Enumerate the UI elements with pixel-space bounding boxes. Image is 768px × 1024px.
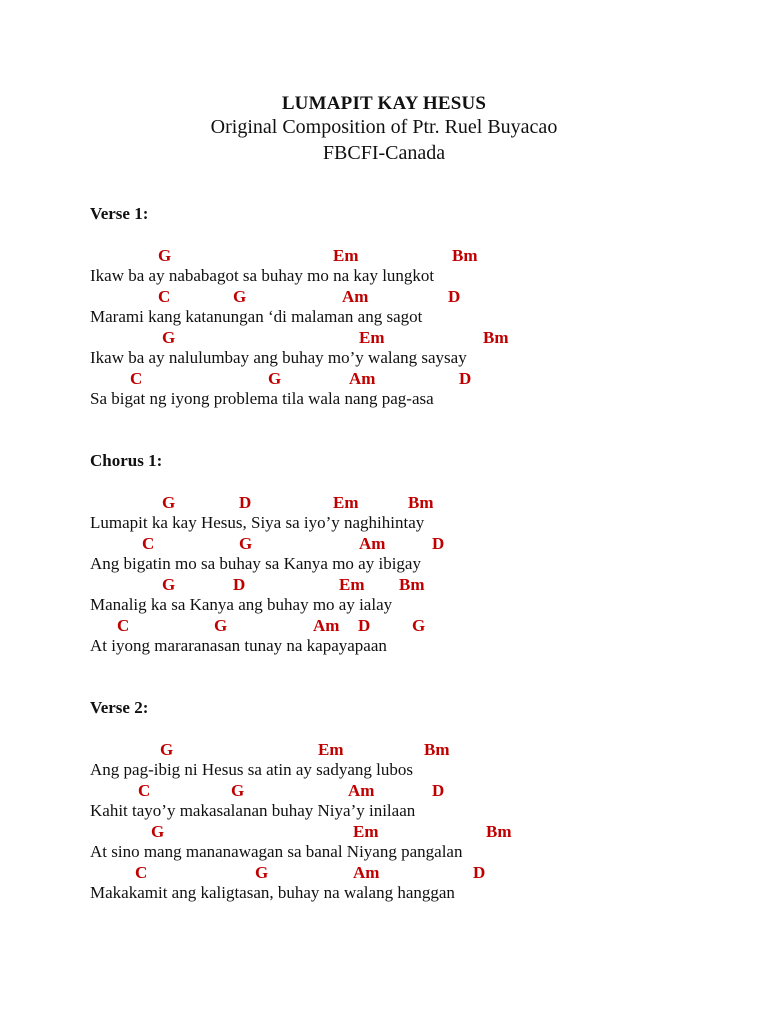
lyric-line: Ang bigatin mo sa buhay sa Kanya mo ay ibigay — [90, 554, 421, 573]
chord: D — [239, 493, 252, 512]
chord: Am — [353, 863, 380, 882]
chord: Am — [349, 369, 376, 388]
chord: G — [162, 328, 176, 347]
lyric-line: Ikaw ba ay nalulumbay ang buhay mo’y walang saysay — [90, 348, 467, 367]
chord: Em — [318, 740, 344, 759]
chord: Em — [339, 575, 365, 594]
chord: C — [138, 781, 151, 800]
chord: Bm — [452, 246, 478, 265]
chord: C — [158, 287, 171, 306]
lyric-line: Ikaw ba ay nababagot sa buhay mo na kay lungkot — [90, 266, 435, 285]
chord: D — [358, 616, 371, 635]
chord: D — [432, 781, 445, 800]
chord: G — [151, 822, 165, 841]
chord: D — [473, 863, 486, 882]
chord: G — [255, 863, 269, 882]
chord: Am — [359, 534, 386, 553]
chord: D — [233, 575, 246, 594]
chord: Bm — [408, 493, 434, 512]
lyric-line: Ang pag-ibig ni Hesus sa atin ay sadyang lubos — [90, 760, 413, 779]
section-heading-chorus-1: Chorus 1: — [90, 451, 163, 470]
lyric-line: Manalig ka sa Kanya ang buhay mo ay ialay — [90, 595, 393, 614]
chord: Em — [353, 822, 379, 841]
chord: Em — [333, 246, 359, 265]
lyric-line: At iyong mararanasan tunay na kapayapaan — [90, 636, 387, 655]
song-title: LUMAPIT KAY HESUS — [281, 93, 487, 114]
chord: C — [135, 863, 148, 882]
chord: G — [162, 575, 176, 594]
chord: G — [162, 493, 176, 512]
section-heading-verse-2: Verse 2: — [90, 698, 149, 717]
chord: Bm — [424, 740, 450, 759]
chord: Bm — [486, 822, 512, 841]
lyric-line: Marami kang katanungan ‘di malaman ang sagot — [90, 307, 423, 326]
chord: Em — [333, 493, 359, 512]
chord: G — [233, 287, 247, 306]
chord: Bm — [483, 328, 509, 347]
section-heading-verse-1: Verse 1: — [90, 204, 149, 223]
chord: D — [459, 369, 472, 388]
chord: C — [130, 369, 143, 388]
chord: G — [268, 369, 282, 388]
chord: Bm — [399, 575, 425, 594]
chord: G — [160, 740, 174, 759]
lyric-line: Lumapit ka kay Hesus, Siya sa iyo’y naghihintay — [90, 513, 425, 532]
chord: Am — [313, 616, 340, 635]
chord: Am — [342, 287, 369, 306]
chord: D — [448, 287, 461, 306]
chord: G — [231, 781, 245, 800]
chord: G — [214, 616, 228, 635]
chord: C — [117, 616, 130, 635]
song-organization: FBCFI-Canada — [322, 142, 446, 164]
chord: G — [239, 534, 253, 553]
chord: Am — [348, 781, 375, 800]
chord: Em — [359, 328, 385, 347]
lyric-line: Kahit tayo’y makasalanan buhay Niya’y inilaan — [90, 801, 416, 820]
lyric-line: Sa bigat ng iyong problema tila wala nang pag-asa — [90, 389, 434, 408]
chord: G — [158, 246, 172, 265]
chord: G — [412, 616, 426, 635]
chord: C — [142, 534, 155, 553]
lyric-line: At sino mang mananawagan sa banal Niyang pangalan — [90, 842, 463, 861]
lyric-line: Makakamit ang kaligtasan, buhay na walang hanggan — [90, 883, 455, 902]
chord: D — [432, 534, 445, 553]
song-subtitle: Original Composition of Ptr. Ruel Buyacao — [210, 116, 558, 138]
